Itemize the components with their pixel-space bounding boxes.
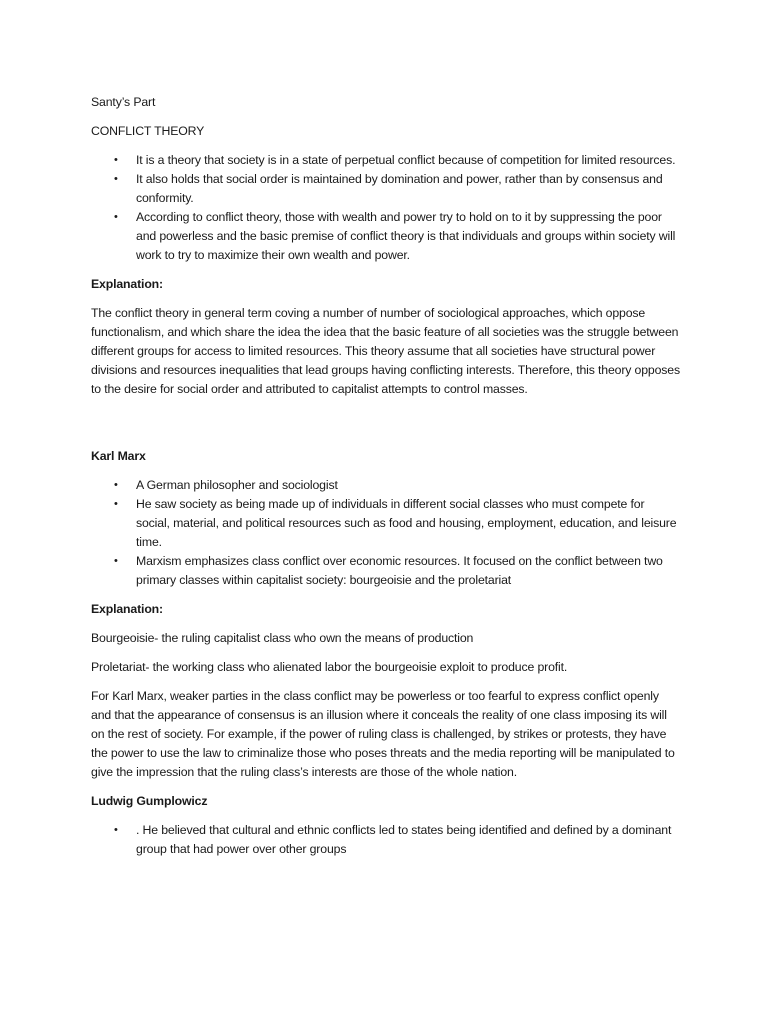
list-item-text: . He believed that cultural and ethnic conflicts led to states being identified and defined by a dominant group that had power over other groups [136, 823, 672, 856]
list-item [91, 476, 681, 495]
section-title-karl-marx: Karl Marx [91, 449, 146, 463]
list-item-text: He saw society as being made up of individuals in different social classes who must compete for social, material, and political resources such as food and housing, employment, education, and leisure time. [136, 497, 677, 549]
section-title-ludwig-gumplowicz: Ludwig Gumplowicz [91, 794, 208, 808]
author-heading: Santy’s Part [91, 95, 156, 109]
conflict-theory-bullet-list [91, 151, 681, 265]
list-item [91, 552, 681, 590]
list-item-text: Marxism emphasizes class conflict over economic resources. It focused on the conflict between two primary classes within capitalist society: bourgeoisie and the proletariat [136, 554, 663, 587]
explanation-paragraph: The conflict theory in general term coving a number of number of sociological approaches, which oppose functionalism, and which share the idea the idea that the basic feature of all societies was the struggle between different groups for access to limited resources. This theory assume that all societies have structural power divisions and resources inequalities that lead groups having conflicting interests. Therefore, this theory opposes to the desire for social order and attributed to capitalist attempts to control masses. [91, 306, 680, 396]
bourgeoisie-definition: Bourgeoisie- the ruling capitalist class who own the means of production [91, 631, 474, 645]
list-item-text: A German philosopher and sociologist [136, 478, 338, 492]
bullet-icon: • [114, 211, 118, 223]
list-item-text: It also holds that social order is maintained by domination and power, rather than by consensus and conformity. [136, 172, 663, 205]
bullet-icon: • [114, 824, 118, 836]
list-item [91, 495, 681, 552]
bullet-icon: • [114, 154, 118, 166]
explanation-heading: Explanation: [91, 602, 163, 616]
list-item [91, 821, 681, 859]
karl-marx-paragraph: For Karl Marx, weaker parties in the class conflict may be powerless or too fearful to express conflict openly and that the appearance of consensus is an illusion where it conceals the reality of one class imposing its will on the rest of society. For example, if the power of ruling class is challenged, by strikes or protests, they have the power to use the law to criminalize those who poses threats and the media reporting will be manipulated to give the impression that the ruling class’s interests are those of the whole nation. [91, 689, 675, 779]
list-item-text: According to conflict theory, those with wealth and power try to hold on to it by suppressing the poor and powerless and the basic premise of conflict theory is that individuals and groups within society will work to try to maximize their own wealth and power. [136, 210, 676, 262]
bullet-icon: • [114, 555, 118, 567]
proletariat-definition: Proletariat- the working class who alienated labor the bourgeoisie exploit to produce profit. [91, 660, 568, 674]
bullet-icon: • [114, 173, 118, 185]
bullet-icon: • [114, 498, 118, 510]
karl-marx-bullet-list [91, 476, 681, 590]
list-item-text: It is a theory that society is in a state of perpetual conflict because of competition for limited resources. [136, 153, 676, 167]
section-title-conflict-theory: CONFLICT THEORY [91, 124, 205, 138]
document-page [91, 93, 681, 869]
blank-space [91, 409, 681, 447]
bullet-icon: • [114, 479, 118, 491]
list-item [91, 170, 681, 208]
gumplowicz-bullet-list [91, 821, 681, 859]
list-item [91, 208, 681, 265]
list-item [91, 151, 681, 170]
explanation-heading: Explanation: [91, 277, 163, 291]
